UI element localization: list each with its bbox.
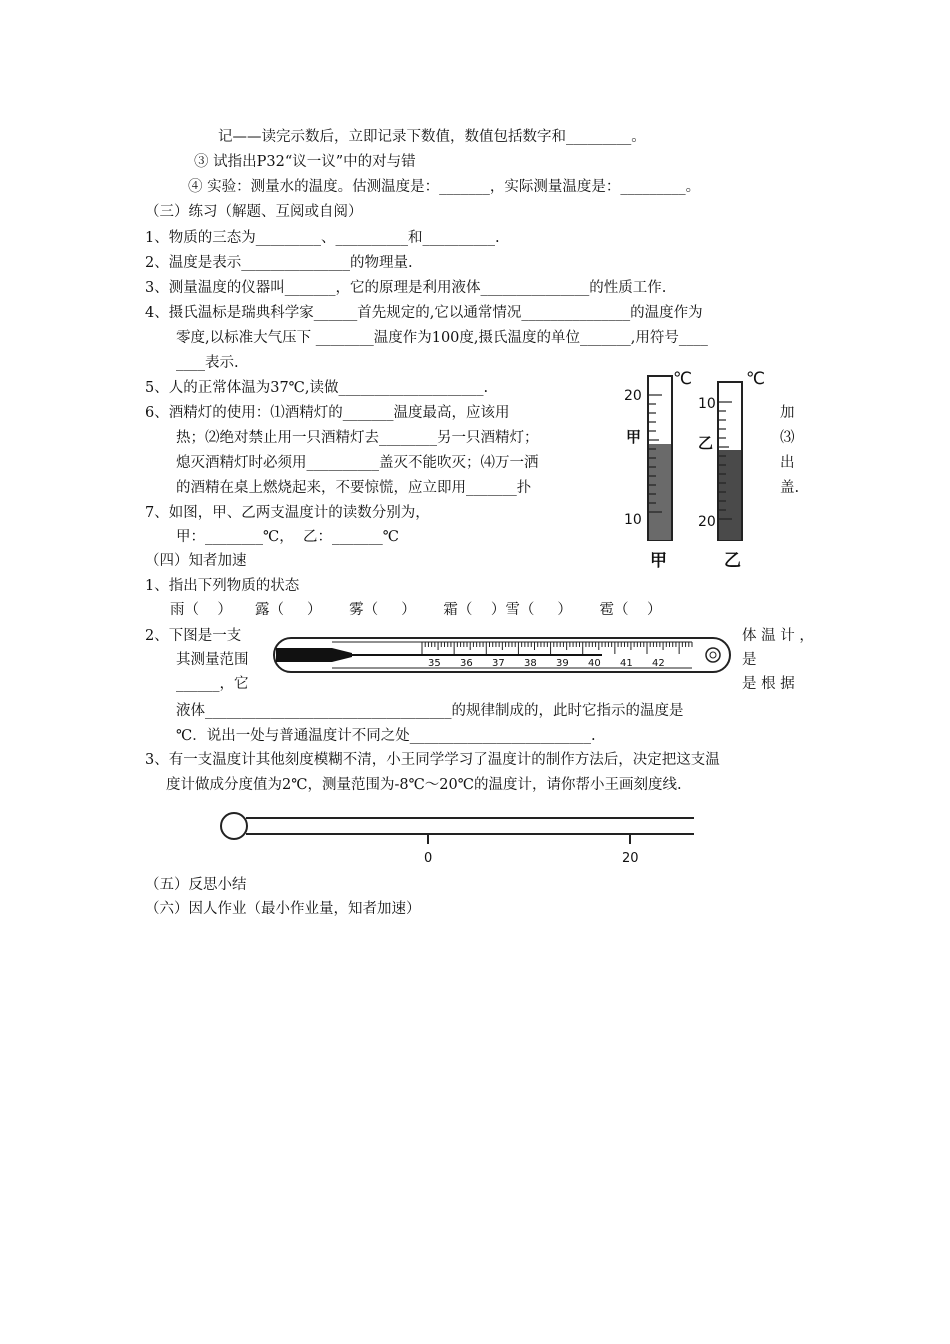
question-text: 1、指出下列物质的状态: [145, 578, 300, 594]
thermometer-jia-marker: 甲: [626, 428, 642, 446]
text-line: ④ 实验：测量水的温度。估测温度是：_______，实际测量温度是：_________。: [188, 179, 701, 195]
question-text: 加: [780, 405, 795, 421]
thermometer-yi-marker: 乙: [698, 434, 714, 452]
section-heading: （四）知者加速: [145, 553, 247, 569]
caption-yi: 乙: [724, 551, 741, 571]
question-text: 热；⑵绝对禁止用一只酒精灯去________另一只酒精灯；: [176, 430, 539, 446]
tick-label-right-top: 10: [698, 396, 716, 412]
text-line: 记——读完示数后，立即记录下数值，数值包括数字和_________。: [218, 129, 646, 145]
question-text: 其测量范围: [176, 652, 249, 668]
question-text: 6、酒精灯的使用：⑴酒精灯的_______温度最高，应该用: [145, 405, 510, 421]
question-text: 体 温 计 ，: [742, 628, 814, 644]
question-text: 5、人的正常体温为37℃,读做____________________.: [145, 380, 489, 396]
question-text: 液体__________________________________的规律制成的，此时它指示的温度是: [176, 703, 684, 719]
question-text: 出: [780, 455, 795, 471]
blank-thermometer-figure: [218, 806, 696, 868]
tick-label-left-bottom: 10: [624, 512, 642, 528]
scale-label: 35: [428, 658, 441, 669]
question-text: 1、物质的三态为_________、__________和__________.: [145, 230, 500, 246]
tick-label-left-top: 20: [624, 388, 642, 404]
unit-label-left: ℃: [673, 369, 693, 389]
unit-label-right: ℃: [746, 369, 766, 389]
question-text: ____表示.: [176, 355, 239, 371]
question-text: 2、下图是一支: [145, 628, 242, 644]
liquid-column-yi: [719, 450, 741, 540]
tick-label-right-bottom: 20: [698, 514, 716, 530]
clinical-thermometer-figure: [272, 634, 734, 676]
scale-label: 37: [492, 658, 505, 669]
question-text: 7、如图，甲、乙两支温度计的读数分别为，: [145, 505, 430, 521]
scale-label: 39: [556, 658, 569, 669]
question-text: 熄灭酒精灯时必须用__________盖灭不能吹灭；⑷万一洒: [176, 455, 539, 471]
question-text: 3、测量温度的仪器叫_______，它的原理是利用液体_______________的性质工作.: [145, 280, 667, 296]
scale-label: 38: [524, 658, 537, 669]
question-text: 雨（ ） 露（ ） 雾（ ） 霜（ ）雪（ ） 雹（ ）: [170, 602, 662, 618]
question-text: 是: [742, 652, 757, 668]
question-text: 是 根 据: [742, 676, 795, 692]
thermometer-jia-yi-figure: [618, 362, 778, 574]
scale-label: 40: [588, 658, 601, 669]
question-text: 2、温度是表示_______________的物理量.: [145, 255, 413, 271]
question-text: ______，它: [176, 676, 249, 692]
question-text: 甲：________℃， 乙：_______℃: [176, 529, 399, 545]
question-text: 4、摄氏温标是瑞典科学家______首先规定的,它以通常情况_______________的温度作为: [145, 305, 703, 321]
section-heading: （三）练习（解题、互阅或自阅）: [145, 204, 363, 220]
section-heading: （六）因人作业（最小作业量，知者加速）: [145, 901, 421, 917]
question-text: ⑶: [780, 430, 795, 446]
scale-label: 42: [652, 658, 665, 669]
question-text: 3、有一支温度计其他刻度模糊不清，小王同学学习了温度计的制作方法后，决定把这支温: [145, 752, 720, 768]
scale-label: 36: [460, 658, 473, 669]
question-text: 零度,以标准大气压下 ________温度作为100度,摄氏温度的单位_______,用符号____: [176, 330, 708, 346]
question-text: ℃．说出一处与普通温度计不同之处_________________________.: [176, 728, 596, 744]
scale-label: 41: [620, 658, 633, 669]
question-text: 盖.: [780, 480, 800, 496]
caption-jia: 甲: [650, 551, 667, 571]
section-heading: （五）反思小结: [145, 877, 247, 893]
label-zero: 0: [424, 851, 433, 866]
question-text: 的酒精在桌上燃烧起来，不要惊慌，应立即用_______扑: [176, 480, 532, 496]
question-text: 度计做成分度值为2℃，测量范围为-8℃～20℃的温度计，请你帮小王画刻度线.: [166, 777, 682, 793]
text-line: ③ 试指出P32“议一议”中的对与错: [194, 154, 416, 170]
label-twenty: 20: [622, 851, 639, 866]
